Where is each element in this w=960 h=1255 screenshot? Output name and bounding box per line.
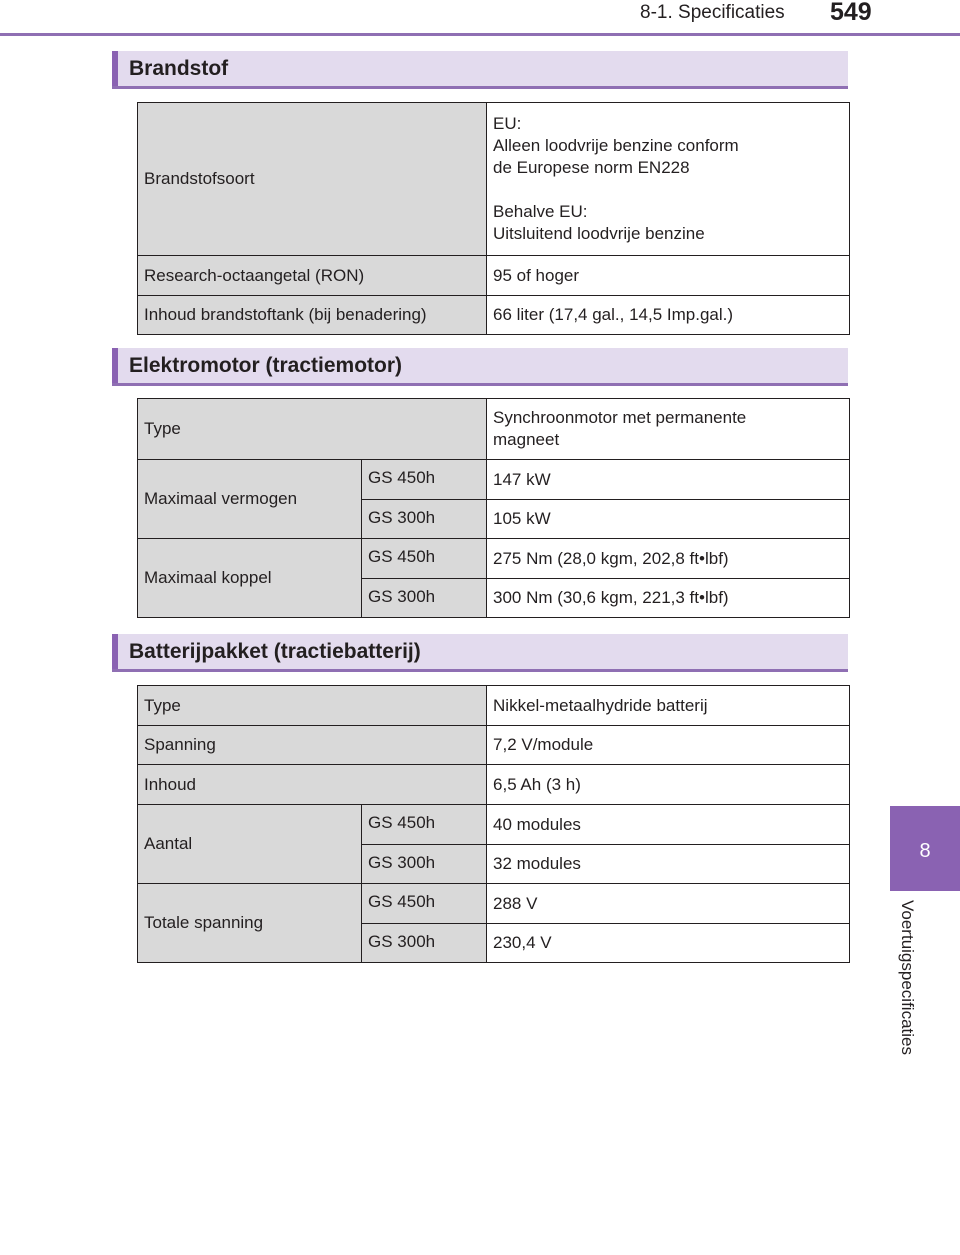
model-label: GS 450h (362, 884, 487, 924)
value-line: Alleen loodvrije benzine conform (493, 136, 739, 155)
table-row (138, 460, 850, 500)
table-label: Totale spanning (138, 884, 362, 963)
table-value: 32 modules (487, 845, 850, 884)
table-row (138, 884, 850, 924)
section-title: Batterijpakket (tractiebatterij) (129, 640, 421, 663)
value-line: magneet (493, 430, 560, 449)
model-label: GS 450h (362, 539, 487, 579)
table-label: Type (138, 399, 487, 460)
value-line: Behalve EU: (493, 202, 588, 221)
chapter-title: Voertuigspecificaties (898, 900, 917, 1055)
table-label: Aantal (138, 805, 362, 884)
section-title: Brandstof (129, 57, 229, 80)
header-divider (0, 33, 960, 36)
table-label: Brandstofsoort (138, 103, 487, 256)
table-label: Maximaal koppel (138, 539, 362, 618)
model-label: GS 300h (362, 845, 487, 884)
table-row (138, 296, 850, 335)
value-spacer (493, 179, 843, 201)
table-value: 275 Nm (28,0 kgm, 202,8 ft•lbf) (487, 539, 850, 579)
model-label: GS 300h (362, 579, 487, 618)
section-header-battery (112, 634, 848, 672)
value-line: EU: (493, 114, 522, 133)
table-label: Research-octaangetal (RON) (138, 256, 487, 296)
section-accent-bar (112, 634, 118, 669)
value-line: Uitsluitend loodvrije benzine (493, 224, 705, 243)
model-label: GS 450h (362, 805, 487, 845)
table-value: 147 kW (487, 460, 850, 500)
model-label: GS 300h (362, 924, 487, 963)
chapter-number: 8 (919, 840, 931, 862)
table-value: 95 of hoger (487, 256, 850, 296)
table-row (138, 805, 850, 845)
chapter-tab (890, 806, 960, 891)
table-value: 300 Nm (30,6 kgm, 221,3 ft•lbf) (487, 579, 850, 618)
table-value (487, 103, 850, 256)
table-value: 7,2 V/module (487, 726, 850, 765)
section-header-motor (112, 348, 848, 386)
table-label: Type (138, 686, 487, 726)
model-label: GS 300h (362, 500, 487, 539)
motor-table (137, 398, 850, 618)
table-value: 105 kW (487, 500, 850, 539)
table-value: 40 modules (487, 805, 850, 845)
table-row (138, 726, 850, 765)
table-value: 66 liter (17,4 gal., 14,5 Imp.gal.) (487, 296, 850, 335)
table-value: Nikkel-metaalhydride batterij (487, 686, 850, 726)
value-line: de Europese norm EN228 (493, 158, 690, 177)
table-row (138, 103, 850, 256)
table-value (487, 399, 850, 460)
table-value: 6,5 Ah (3 h) (487, 765, 850, 805)
page-number: 549 (830, 0, 872, 26)
table-value: 288 V (487, 884, 850, 924)
section-accent-bar (112, 51, 118, 86)
model-label: GS 450h (362, 460, 487, 500)
table-row (138, 539, 850, 579)
table-row (138, 686, 850, 726)
table-label: Maximaal vermogen (138, 460, 362, 539)
section-accent-bar (112, 348, 118, 383)
fuel-table (137, 102, 850, 335)
table-label: Inhoud brandstoftank (bij benadering) (138, 296, 487, 335)
section-header-brandstof (112, 51, 848, 89)
table-row (138, 256, 850, 296)
battery-table (137, 685, 850, 963)
table-label: Inhoud (138, 765, 487, 805)
header-section-title: 8-1. Specificaties (640, 2, 785, 23)
value-line: Synchroonmotor met permanente (493, 408, 747, 427)
table-row (138, 765, 850, 805)
table-label: Spanning (138, 726, 487, 765)
section-title: Elektromotor (tractiemotor) (129, 354, 403, 377)
table-row (138, 399, 850, 460)
table-value: 230,4 V (487, 924, 850, 963)
